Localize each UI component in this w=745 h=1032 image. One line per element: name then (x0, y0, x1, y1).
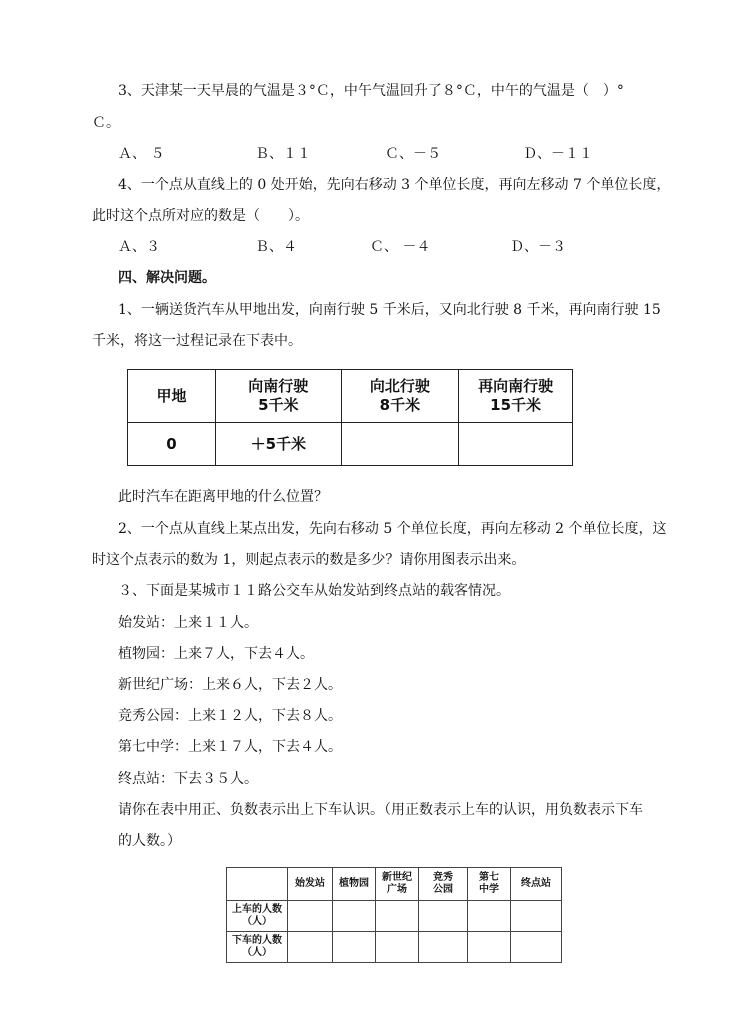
p3-stop: 竞秀公园：上来１２人，下去８人。 (118, 708, 342, 724)
q3-text-line1: 3、天津某一天早晨的气温是３°Ｃ，中午气温回升了８°Ｃ，中午的气温是（ ）° (118, 83, 624, 99)
q3-option-b: Ｂ、１１ (255, 146, 311, 162)
bus-cell (288, 932, 333, 963)
q4-option-b: Ｂ、４ (255, 239, 297, 255)
route-header-north: 向北行驶 8千米 (341, 370, 459, 423)
bus-cell (333, 901, 376, 932)
p1-question: 此时汽车在距离甲地的什么位置？ (118, 489, 328, 505)
route-header-south2: 再向南行驶 15千米 (459, 370, 573, 423)
bus-cell (468, 932, 511, 963)
bus-header-stop: 竞秀 公园 (419, 868, 468, 901)
route-cell-north (341, 423, 459, 466)
p3-stop: 植物园：上来７人，下去４人。 (118, 646, 314, 662)
q4-text-line1: 4、一个点从直线上的 0 处开始，先向右移动 3 个单位长度，再向左移动 7 个单位长度， (118, 177, 671, 193)
bus-header-stop: 植物园 (333, 868, 376, 901)
p3-stop: 终点站：下去３５人。 (118, 771, 258, 787)
bus-cell (376, 932, 419, 963)
q3-text-line2: Ｃ。 (92, 115, 120, 131)
q3-option-d: Ｄ、－１１ (523, 146, 593, 162)
p3-stop: 第七中学：上来１７人，下去４人。 (118, 739, 342, 755)
route-header-start: 甲地 (128, 370, 216, 423)
bus-header-corner (227, 868, 288, 901)
p2-text-line2: 时这个点表示的数为 1，则起点表示的数是多少？请你用图表示出来。 (92, 552, 526, 568)
q4-text-line2: 此时这个点所对应的数是（ ）。 (92, 208, 309, 224)
bus-header-stop: 新世纪 广场 (376, 868, 419, 901)
route-cell-start: 0 (128, 423, 216, 466)
p3-stop: 始发站：上来１１人。 (118, 615, 258, 631)
q4-option-a: Ａ、３ (118, 239, 160, 255)
p3-instruction-line1: 请你在表中用正、负数表示出上下车认识。（用正数表示上车的认识，用负数表示下车 (118, 802, 643, 818)
bus-cell (468, 901, 511, 932)
p3-intro: ３、下面是某城市１１路公交车从始发站到终点站的载客情况。 (118, 583, 510, 599)
route-header-south1: 向南行驶 5千米 (216, 370, 342, 423)
p1-text-line2: 千米，将这一过程记录在下表中。 (92, 333, 302, 349)
bus-cell (511, 901, 562, 932)
bus-table (226, 867, 562, 963)
q4-option-c: Ｃ、 －４ (370, 239, 431, 255)
bus-header-stop: 第七 中学 (468, 868, 511, 901)
q4-option-d: Ｄ、－３ (510, 239, 566, 255)
bus-header-stop: 终点站 (511, 868, 562, 901)
bus-row-label-off: 下车的人数 （人） (227, 932, 288, 963)
p1-text-line1: 1、一辆送货汽车从甲地出发，向南行驶 5 千米后，又向北行驶 8 千米，再向南行驶 15 (118, 302, 661, 318)
bus-header-stop: 始发站 (288, 868, 333, 901)
q3-option-a: Ａ、 ５ (118, 146, 165, 162)
q3-option-c: Ｃ、－５ (385, 146, 441, 162)
bus-row-label-on: 上车的人数 （人） (227, 901, 288, 932)
route-cell-south1: ＋5千米 (216, 423, 342, 466)
route-table (127, 369, 573, 466)
route-cell-south2 (459, 423, 573, 466)
bus-cell (511, 932, 562, 963)
bus-cell (333, 932, 376, 963)
bus-cell (376, 901, 419, 932)
p2-text-line1: 2、一个点从直线上某点出发，先向右移动 5 个单位长度，再向左移动 2 个单位长度，这 (118, 521, 667, 537)
p3-stop: 新世纪广场：上来６人，下去２人。 (118, 677, 342, 693)
p3-instruction-line2: 的人数。） (118, 833, 181, 849)
bus-cell (288, 901, 333, 932)
section-title: 四、解决问题。 (118, 270, 216, 286)
bus-cell (419, 932, 468, 963)
bus-cell (419, 901, 468, 932)
